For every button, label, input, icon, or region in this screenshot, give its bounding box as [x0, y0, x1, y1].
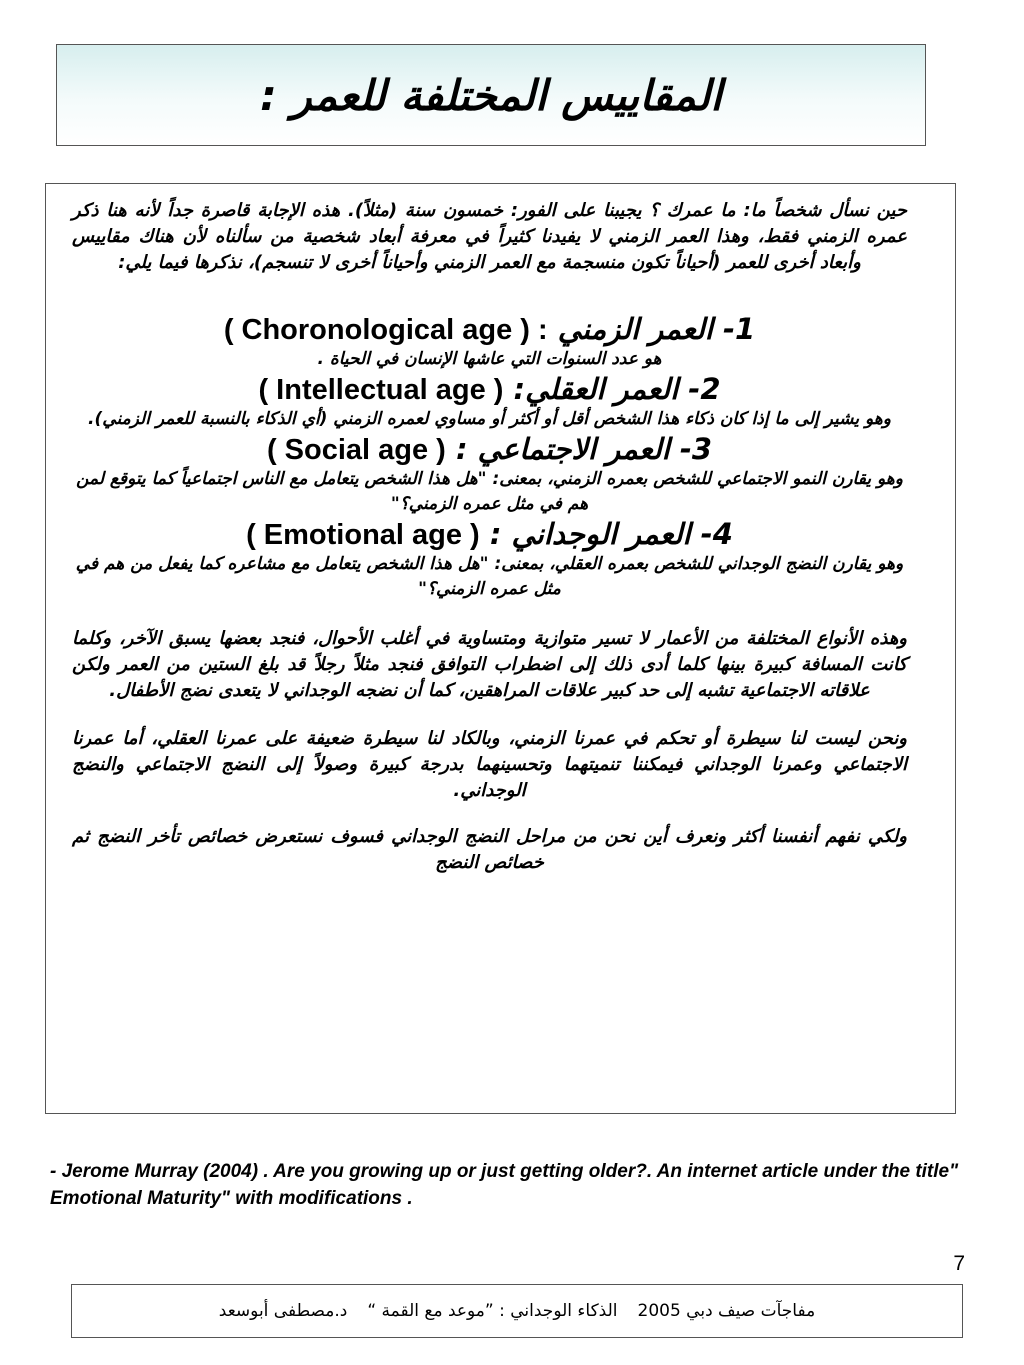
- section-heading-en: ( Choronological age ) :: [223, 314, 548, 346]
- section-intellectual: [72, 372, 907, 432]
- section-chronological: [72, 312, 907, 372]
- reference-citation: - Jerome Murray (2004) . Are you growing up or just getting older?. An internet article under the title" Emotional Maturity" with modifications .: [50, 1161, 959, 1209]
- section-heading-ar: 4- العمر الوجداني :: [489, 517, 733, 551]
- intro-paragraph: حين نسأل شخصاً ما: ما عمرك ؟ يجيبنا على الفور: خمسون سنة (مثلاً). هذه الإجابة قاصرة جداً لأنه هنا ذكر عمره الزمني فقط، وهذا العمر الزمني لا يفيدنا كثيراً في معرفة أبعاد شخصية من سألناه لأن هناك مقاييس وأبعاد أخرى للعمر (أحياناً تكون منسجمة مع العمر الزمني وأحياناً أخرى لا تنسجم)، نذكرها فيما يلي:: [72, 200, 907, 273]
- section-heading-ar: 1- العمر الزمني: [557, 312, 756, 346]
- section-definition: وهو يقارن النمو الاجتماعي للشخص بعمره الزمني، بمعنى: "هل هذا الشخص يتعامل مع الناس اجتماعياً كما يتوقع لمن هم في مثل عمره الزمني؟": [76, 469, 903, 514]
- section-social: [72, 432, 907, 517]
- footer: [71, 1284, 963, 1338]
- section-heading-ar: 2- العمر العقلي:: [513, 372, 721, 406]
- page-number: 7: [953, 1252, 965, 1275]
- section-heading-en: ( Intellectual age ): [258, 374, 504, 406]
- section-definition: وهو يشير إلى ما إذا كان ذكاء هذا الشخص أقل أو أكثر أو مساوي لعمره الزمني (أي الذكاء بالنسبة للعمر الزمني).: [88, 409, 891, 429]
- footer-book: الذكاء الوجداني : ”موعد مع القمة “: [367, 1301, 618, 1321]
- footer-series: مفاجآت صيف دبي 2005: [637, 1301, 816, 1321]
- body-paragraph: ونحن ليست لنا سيطرة أو تحكم في عمرنا الزمني، وبالكاد لنا سيطرة ضعيفة على عمرنا العقلي، أما عمرنا الاجتماعي وعمرنا الوجداني فيمكننا تنميتهما وتحسينهما بدرجة كبيرة وصولاً إلى النضج الاجتماعي والنضج الوجداني.: [72, 728, 907, 801]
- section-definition: هو عدد السنوات التي عاشها الإنسان في الحياة .: [317, 349, 662, 369]
- page-title: المقاييس المختلفة للعمر :: [260, 70, 722, 120]
- content-box: [45, 183, 956, 1114]
- body-paragraph: ولكي نفهم أنفسنا أكثر ونعرف أين نحن من مراحل النضج الوجداني فسوف نستعرض خصائص تأخر النضج ثم خصائص النضج: [72, 826, 907, 873]
- footer-author: د.مصطفى أبوسعد: [218, 1301, 348, 1321]
- section-heading: [72, 372, 907, 407]
- section-emotional: [72, 517, 907, 602]
- body-paragraph: وهذه الأنواع المختلفة من الأعمار لا تسير متوازية ومتساوية في أغلب الأحوال، فنجد بعضها يسبق الآخر، وكلما كانت المسافة كبيرة بينها كلما أدى ذلك إلى اضطراب التوافق فنجد مثلاً رجلاً قد بلغ الستين من العمر ولكن علاقاته الاجتماعية تشبه إلى حد كبير علاقات المراهقين، كما أن نضجه الوجداني لا يتعدى نضج الأطفال.: [72, 628, 907, 701]
- section-heading: [72, 517, 907, 552]
- section-heading: [72, 312, 907, 347]
- title-box: [56, 44, 926, 146]
- section-heading-ar: 3- العمر الاجتماعي :: [455, 432, 713, 466]
- section-heading-en: ( Social age ): [266, 434, 446, 466]
- section-heading: [72, 432, 907, 467]
- section-heading-en: ( Emotional age ): [246, 519, 480, 551]
- section-definition: وهو يقارن النضج الوجداني للشخص بعمره العقلي، بمعنى: "هل هذا الشخص يتعامل مع مشاعره كما يفعل من هم في مثل عمره الزمني؟": [75, 554, 904, 599]
